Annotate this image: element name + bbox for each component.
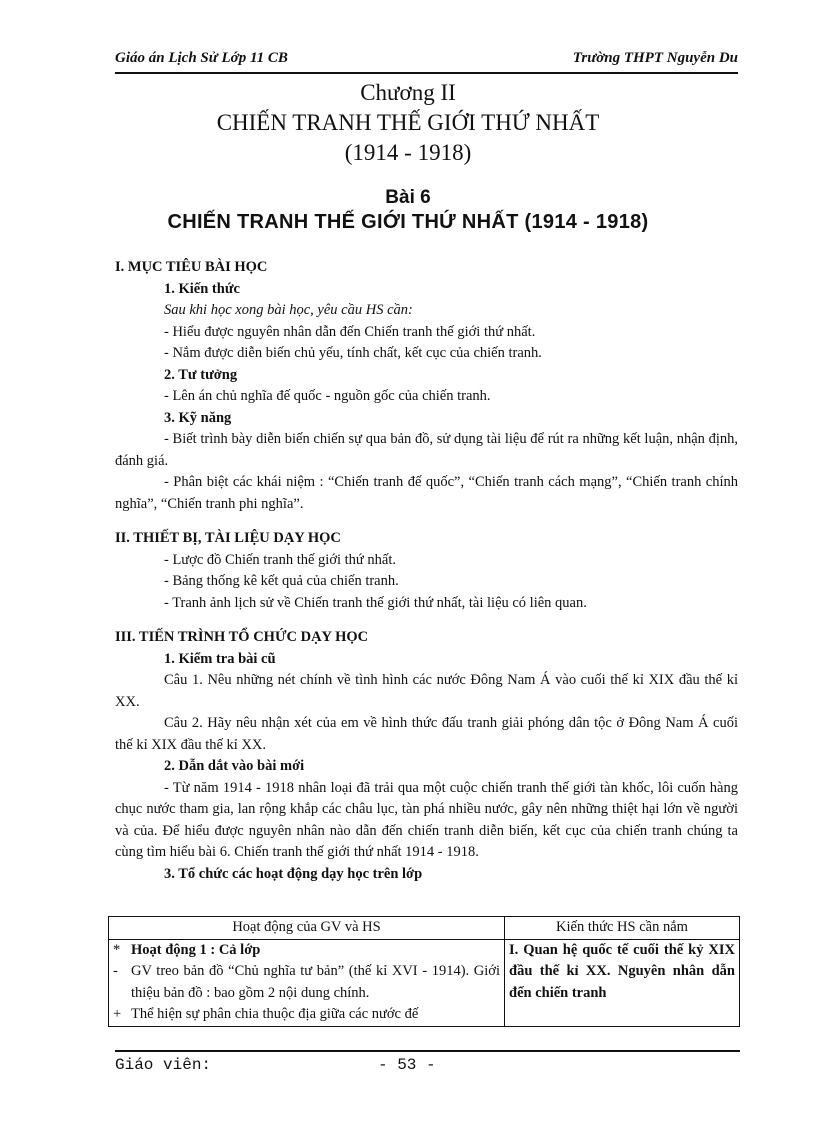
footer-teacher: Giáo viên: (115, 1056, 212, 1074)
section-materials-heading: II. THIẾT BỊ, TÀI LIỆU DẠY HỌC (115, 530, 341, 546)
attitude-title: 2. Tư tưởng (164, 366, 238, 383)
attitude-item: - Lên án chủ nghĩa đế quốc - nguồn gốc của chiến tranh. (164, 388, 491, 404)
review-question: Câu 1. Nêu những nét chính về tình hình các nước Đông Nam Á vào cuối thế kỉ XIX đầu thế kỉ XX. (115, 672, 738, 710)
chapter-label: Chương II (360, 80, 456, 105)
page-footer (115, 1050, 740, 1074)
lesson-body (115, 257, 738, 885)
knowledge-title: 1. Kiến thức (164, 280, 240, 297)
activities-title: 3. Tổ chức các hoạt động dạy học trên lớp (164, 865, 423, 882)
table-header-activities: Hoạt động của GV và HS (109, 917, 505, 940)
header-school: Trường THPT Nguyễn Du (572, 50, 738, 66)
review-title: 1. Kiểm tra bài cũ (164, 650, 276, 667)
materials-item: - Bảng thống kê kết quả của chiến tranh. (164, 573, 399, 589)
review-question: Câu 2. Hãy nêu nhận xét của em về hình thức đấu tranh giải phóng dân tộc ở Đông Nam Á cuối thế kỉ XIX đầu thế kỉ XX. (115, 715, 738, 753)
activity-title: Hoạt động 1 : Cả lớp (131, 941, 261, 958)
table-line (113, 1004, 500, 1026)
chapter-title: CHIẾN TRANH THẾ GIỚI THỨ NHẤT (216, 110, 600, 135)
activities-table (108, 916, 740, 1027)
intro-text: - Từ năm 1914 - 1918 nhân loại đã trải qua một cuộc chiến tranh thế giới tàn khốc, lôi cuốn hàng chục nước tham gia, lan rộng khắp các châu lục, tàn phá nhiều nước, gây nên những thiệt hại lớn về người và của. Để hiểu được nguyên nhân nào dẫn đến chiến tranh diễn biến, kết cục của chiến tranh chúng ta cùng tìm hiểu bài 6. Chiến tranh thế giới thứ nhất 1914 - 1918. (115, 779, 738, 860)
skills-title: 3. Kỹ năng (164, 409, 232, 426)
header-course: Giáo án Lịch Sử Lớp 11 CB (115, 50, 288, 66)
lesson-label: Bài 6 (385, 187, 431, 208)
lesson-heading (0, 186, 816, 234)
table-header-knowledge: Kiến thức HS cần nắm (505, 917, 740, 940)
knowledge-intro: Sau khi học xong bài học, yêu cầu HS cần: (164, 302, 413, 318)
section-process-heading: III. TIẾN TRÌNH TỔ CHỨC DẠY HỌC (115, 629, 369, 645)
table-line (113, 961, 500, 1004)
bullet-mark: - (113, 963, 118, 979)
activity-step: Thể hiện sự phân chia thuộc địa giữa các nước đế (131, 1006, 419, 1022)
materials-item: - Tranh ảnh lịch sử về Chiến tranh thế giới thứ nhất, tài liệu có liên quan. (164, 594, 587, 611)
table-cell-knowledge: I. Quan hệ quốc tế cuối thế kỷ XIX đầu thế kỉ XX. Nguyên nhân dẫn đến chiến tranh (505, 939, 740, 1026)
activity-step: GV treo bản đồ “Chủ nghĩa tư bản” (thế kỉ XVI - 1914). Giới thiệu bản đồ : bao gồm 2 nội dung chính. (131, 963, 500, 1001)
table-cell-activities (109, 939, 505, 1026)
skills-item: - Biết trình bày diễn biến chiến sự qua bản đồ, sử dụng tài liệu để rút ra những kết luận, nhận định, đánh giá. (115, 431, 738, 469)
skills-item: - Phân biệt các khái niệm : “Chiến tranh đế quốc”, “Chiến tranh cách mạng”, “Chiến tranh chính nghĩa”, “Chiến tranh phi nghĩa”. (115, 474, 738, 512)
page-header (115, 48, 738, 74)
chapter-years: (1914 - 1918) (344, 140, 472, 165)
chapter-heading (0, 78, 816, 168)
knowledge-item: - Nắm được diễn biến chủ yếu, tính chất, kết cục của chiến tranh. (164, 345, 542, 361)
bullet-mark: * (113, 941, 121, 958)
intro-title: 2. Dẫn dắt vào bài mới (164, 758, 305, 774)
section-objectives-heading: I. MỤC TIÊU BÀI HỌC (115, 259, 268, 275)
knowledge-item: - Hiểu được nguyên nhân dẫn đến Chiến tranh thế giới thứ nhất. (164, 323, 536, 340)
table-line (113, 940, 500, 962)
bullet-mark: + (113, 1006, 122, 1022)
page-number: - 53 - (378, 1056, 436, 1074)
materials-item: - Lược đồ Chiến tranh thế giới thứ nhất. (164, 551, 396, 568)
lesson-title: CHIẾN TRANH THẾ GIỚI THỨ NHẤT (1914 - 1918) (167, 211, 649, 233)
